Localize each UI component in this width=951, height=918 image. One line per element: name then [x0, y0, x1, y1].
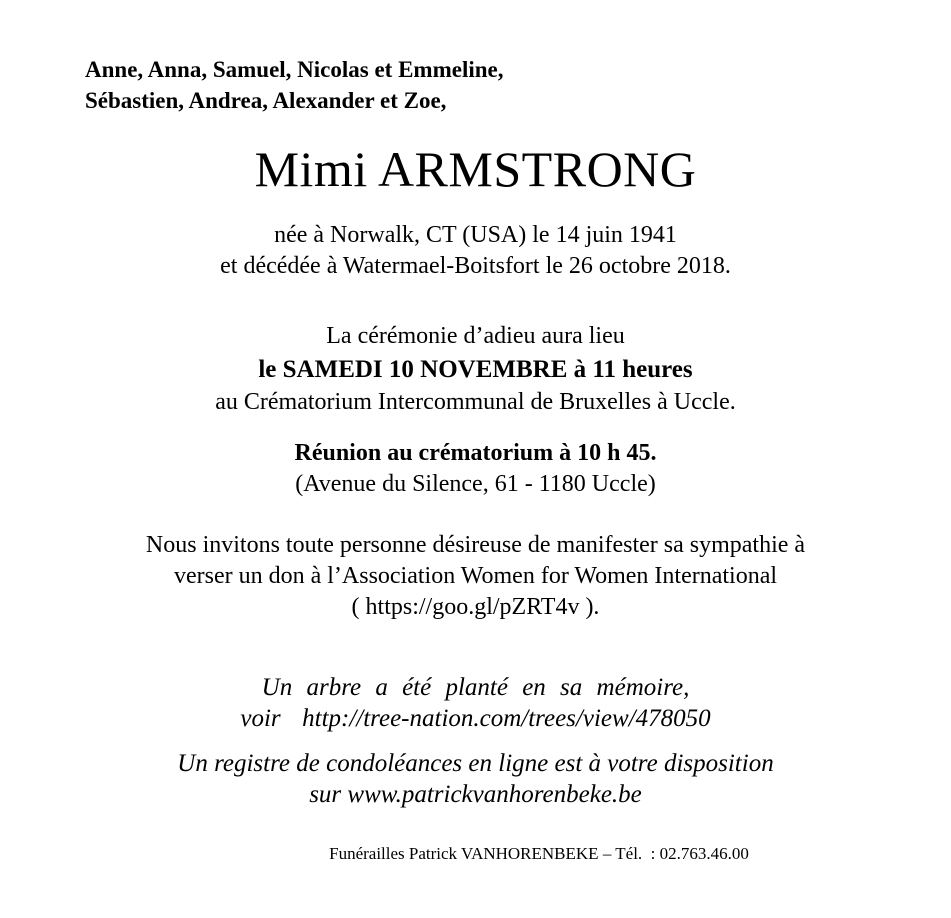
- donation-block: [0, 530, 951, 623]
- register-line-1: Un registre de condoléances en ligne est à votre disposition: [177, 750, 774, 777]
- meeting-block: [0, 438, 951, 500]
- donation-line-2: verser un don à l’Association Women for Women International: [173, 563, 778, 589]
- condolence-register-block: [0, 748, 951, 810]
- family-names-line-2: Sébastien, Andrea, Alexander et Zoe,: [85, 88, 447, 113]
- register-url-line: sur www.patrickvanhorenbeke.be: [309, 781, 642, 808]
- birth-line: née à Norwalk, CT (USA) le 14 juin 1941: [274, 222, 677, 248]
- meeting-address: (Avenue du Silence, 61 - 1180 Uccle): [295, 471, 656, 497]
- tree-url-line: voir http://tree-nation.com/trees/view/478050: [240, 705, 711, 732]
- donation-url-line: ( https://goo.gl/pZRT4v ).: [351, 594, 600, 620]
- funeral-home-footer: Funérailles Patrick VANHORENBEKE – Tél. : 02.763.46.00: [329, 844, 749, 863]
- meeting-line: Réunion au crématorium à 10 h 45.: [294, 440, 657, 466]
- ceremony-datetime: le SAMEDI 10 NOVEMBRE à 11 heures: [258, 356, 693, 383]
- family-names-line-1: Anne, Anna, Samuel, Nicolas et Emmeline,: [85, 57, 504, 82]
- family-names: [0, 0, 951, 116]
- birth-death-block: [0, 220, 951, 282]
- donation-line-1: Nous invitons toute personne désireuse de manifester sa sympathie à: [145, 532, 806, 558]
- ceremony-intro: La cérémonie d’adieu aura lieu: [326, 323, 625, 349]
- tree-memorial-block: [0, 672, 951, 734]
- ceremony-block: [0, 320, 951, 419]
- deceased-name: Mimi ARMSTRONG: [254, 141, 697, 197]
- death-line: et décédée à Watermael-Boitsfort le 26 octobre 2018.: [220, 253, 731, 279]
- tree-line-1: Un arbre a été planté en sa mémoire,: [261, 674, 690, 701]
- ceremony-place: au Crématorium Intercommunal de Bruxelles à Uccle.: [215, 389, 736, 415]
